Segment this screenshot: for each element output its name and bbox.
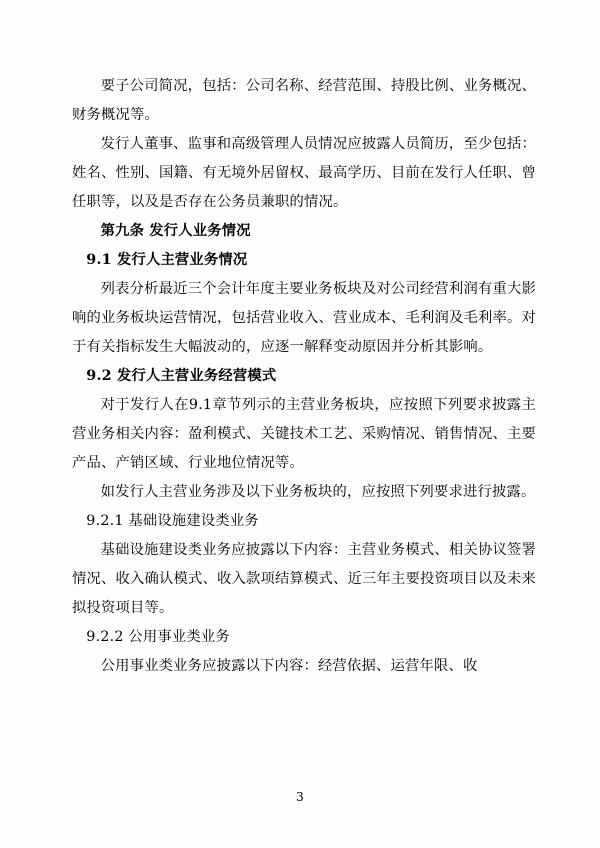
paragraph: 公用事业类业务应披露以下内容：经营依据、运营年限、收	[100, 658, 478, 675]
section-heading-9-2-1: 9.2.1 基础设施建设类业务	[86, 513, 259, 530]
section-heading-article-9: 第九条 发行人业务情况	[100, 223, 251, 240]
paragraph: 如发行人主营业务涉及以下业务板块的，应按照下列要求进行披露。	[100, 484, 536, 501]
section-heading-9-1: 9.1 发行人主营业务情况	[86, 252, 248, 269]
document-body	[72, 72, 536, 681]
paragraph: 基础设施建设类业务应披露以下内容：主营业务模式、相关协议签署情况、收入确认模式、收入款项结算模式、近三年主要投资项目以及未来拟投资项目等。	[72, 542, 536, 617]
paragraph: 发行人董事、监事和高级管理人员情况应披露人员简历，至少包括：姓名、性别、国籍、有无境外居留权、最高学历、目前在发行人任职、曾任职等，以及是否存在公务员兼职的情况。	[72, 136, 536, 211]
paragraph: 对于发行人在9.1章节列示的主营业务板块，应按照下列要求披露主营业务相关内容：盈利模式、关键技术工艺、采购情况、销售情况、主要产品、产销区域、行业地位情况等。	[72, 397, 536, 472]
section-heading-9-2: 9.2 发行人主营业务经营模式	[86, 368, 277, 385]
paragraph: 要子公司简况，包括：公司名称、经营范围、持股比例、业务概况、财务概况等。	[72, 78, 536, 124]
paragraph: 列表分析最近三个会计年度主要业务板块及对公司经营利润有重大影响的业务板块运营情况，包括营业收入、营业成本、毛利润及毛利率。对于有关指标发生大幅波动的，应逐一解释变动原因并分析其影响。	[72, 281, 536, 356]
section-heading-9-2-2: 9.2.2 公用事业类业务	[86, 629, 230, 646]
page-number: 3	[296, 790, 304, 804]
